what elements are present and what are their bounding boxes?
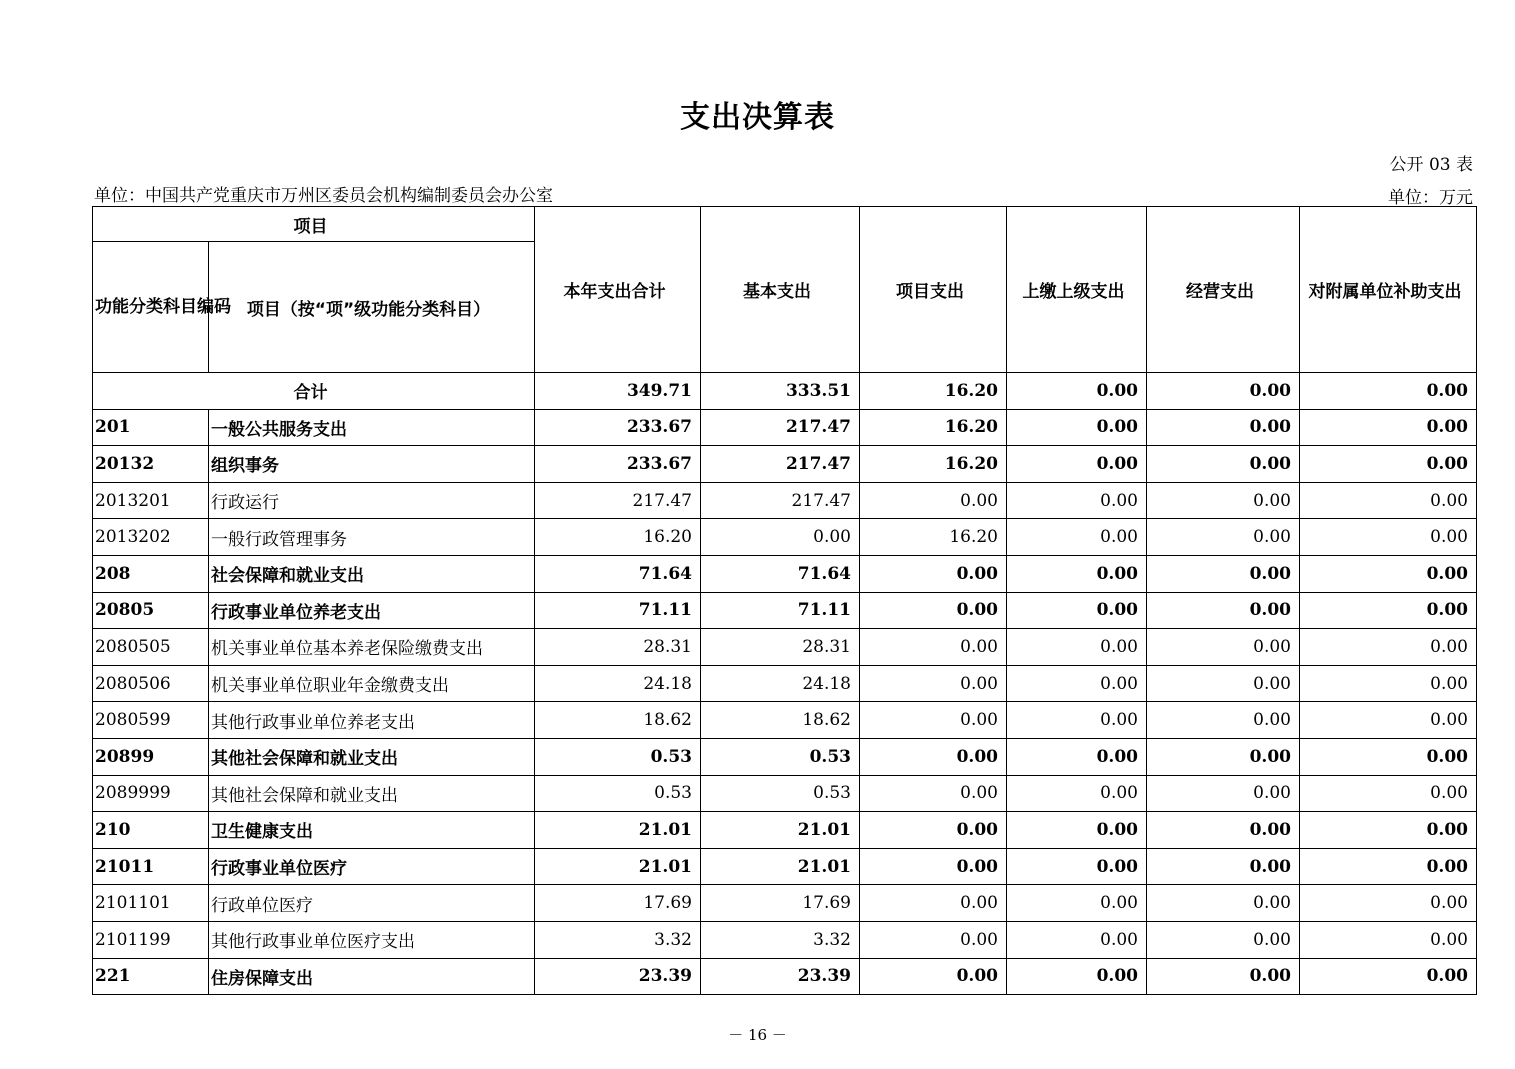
row-value: 0.53 [535,738,701,775]
row-value: 0.00 [860,738,1007,775]
row-value: 16.20 [860,446,1007,483]
row-value: 0.00 [1300,519,1477,556]
row-value: 0.00 [860,958,1007,995]
table-row [93,885,1477,922]
row-name: 一般公共服务支出 [209,409,535,446]
row-value: 0.00 [1147,775,1300,812]
row-value: 0.00 [1007,592,1147,629]
row-value: 0.00 [1300,738,1477,775]
header-project: 项目 [93,207,535,242]
row-value: 0.00 [1007,409,1147,446]
row-value: 0.53 [701,775,860,812]
row-value: 23.39 [701,958,860,995]
row-value: 71.64 [535,555,701,592]
total-value: 16.20 [860,373,1007,410]
row-value: 217.47 [535,482,701,519]
row-value: 0.00 [1300,775,1477,812]
row-value: 0.00 [1007,812,1147,849]
row-code: 2080505 [93,629,209,666]
row-value: 3.32 [535,921,701,958]
row-code: 20805 [93,592,209,629]
total-value: 0.00 [1300,373,1477,410]
row-value: 21.01 [701,848,860,885]
row-value: 18.62 [535,702,701,739]
unit-currency: 单位：万元 [1388,188,1473,208]
row-value: 0.53 [701,738,860,775]
row-value: 0.00 [1007,555,1147,592]
row-value: 0.00 [1147,958,1300,995]
total-label: 合计 [93,373,535,410]
row-value: 0.00 [1007,482,1147,519]
row-value: 71.11 [535,592,701,629]
row-value: 0.00 [1147,665,1300,702]
row-value: 233.67 [535,409,701,446]
row-code: 20132 [93,446,209,483]
row-value: 217.47 [701,482,860,519]
row-value: 217.47 [701,446,860,483]
row-value: 0.00 [1147,555,1300,592]
row-value: 0.00 [1147,812,1300,849]
row-value: 3.32 [701,921,860,958]
table-row [93,775,1477,812]
row-code: 2101199 [93,921,209,958]
header-item: 项目（按“项”级功能分类科目） [209,242,535,373]
row-value: 0.00 [1300,592,1477,629]
row-value: 0.00 [1300,446,1477,483]
row-value: 0.00 [1007,738,1147,775]
table-row [93,555,1477,592]
row-name: 机关事业单位职业年金缴费支出 [209,665,535,702]
row-code: 20899 [93,738,209,775]
row-value: 0.00 [1300,921,1477,958]
row-value: 16.20 [860,409,1007,446]
row-value: 217.47 [701,409,860,446]
table-row [93,446,1477,483]
unit-organization: 单位：中国共产党重庆市万州区委员会机构编制委员会办公室 [94,186,553,206]
row-value: 71.11 [701,592,860,629]
row-value: 0.00 [1147,885,1300,922]
total-value: 0.00 [1147,373,1300,410]
row-name: 行政单位医疗 [209,885,535,922]
row-value: 0.00 [1147,409,1300,446]
row-value: 0.00 [1147,592,1300,629]
row-name: 社会保障和就业支出 [209,555,535,592]
table-row [93,665,1477,702]
row-code: 2101101 [93,885,209,922]
row-code: 2013202 [93,519,209,556]
row-name: 一般行政管理事务 [209,519,535,556]
header-project-expenditure: 项目支出 [860,207,1007,373]
row-value: 24.18 [701,665,860,702]
row-code: 2080599 [93,702,209,739]
row-value: 0.00 [860,885,1007,922]
row-value: 0.00 [1007,958,1147,995]
header-upper: 上缴上级支出 [1007,207,1147,373]
row-value: 0.00 [1147,921,1300,958]
row-value: 0.00 [1300,665,1477,702]
row-name: 其他社会保障和就业支出 [209,775,535,812]
row-code: 210 [93,812,209,849]
row-name: 行政运行 [209,482,535,519]
table-row [93,482,1477,519]
row-code: 221 [93,958,209,995]
row-value: 0.00 [860,702,1007,739]
header-code: 功能分类科目编码 [93,242,209,373]
row-value: 0.00 [860,665,1007,702]
row-value: 0.00 [1300,812,1477,849]
total-value: 333.51 [701,373,860,410]
row-code: 208 [93,555,209,592]
row-value: 0.00 [1147,848,1300,885]
table-row [93,592,1477,629]
row-value: 71.64 [701,555,860,592]
row-value: 0.00 [1007,519,1147,556]
row-value: 0.00 [1007,885,1147,922]
row-value: 17.69 [535,885,701,922]
header-basic: 基本支出 [701,207,860,373]
row-value: 233.67 [535,446,701,483]
row-name: 机关事业单位基本养老保险缴费支出 [209,629,535,666]
row-value: 0.00 [860,629,1007,666]
row-name: 行政事业单位养老支出 [209,592,535,629]
row-value: 0.00 [860,592,1007,629]
row-value: 0.00 [1147,446,1300,483]
row-value: 0.00 [1300,555,1477,592]
header-subsidy: 对附属单位补助支出 [1300,207,1477,373]
row-value: 0.00 [1300,848,1477,885]
row-name: 组织事务 [209,446,535,483]
row-value: 0.00 [701,519,860,556]
row-name: 住房保障支出 [209,958,535,995]
row-code: 201 [93,409,209,446]
row-value: 0.00 [860,921,1007,958]
row-name: 其他行政事业单位医疗支出 [209,921,535,958]
row-value: 0.00 [860,555,1007,592]
row-value: 18.62 [701,702,860,739]
row-value: 21.01 [535,812,701,849]
row-value: 0.00 [1007,629,1147,666]
expenditure-table [92,206,1477,995]
row-value: 0.00 [1147,519,1300,556]
table-row [93,409,1477,446]
table-row [93,921,1477,958]
row-code: 2089999 [93,775,209,812]
row-name: 卫生健康支出 [209,812,535,849]
row-value: 17.69 [701,885,860,922]
table-row [93,519,1477,556]
row-value: 0.00 [1007,702,1147,739]
row-value: 28.31 [535,629,701,666]
total-value: 349.71 [535,373,701,410]
row-value: 0.00 [860,775,1007,812]
row-name: 其他行政事业单位养老支出 [209,702,535,739]
row-value: 0.00 [1147,738,1300,775]
row-value: 0.00 [860,482,1007,519]
row-value: 0.00 [1300,958,1477,995]
row-value: 28.31 [701,629,860,666]
row-value: 0.00 [1300,629,1477,666]
header-total: 本年支出合计 [535,207,701,373]
row-code: 21011 [93,848,209,885]
row-value: 16.20 [535,519,701,556]
table-row [93,629,1477,666]
row-value: 0.00 [1007,665,1147,702]
page-title: 支出决算表 [680,100,835,135]
row-value: 16.20 [860,519,1007,556]
row-value: 0.00 [860,848,1007,885]
row-value: 0.00 [1147,629,1300,666]
row-value: 0.00 [1147,482,1300,519]
row-value: 24.18 [535,665,701,702]
row-value: 21.01 [701,812,860,849]
table-row [93,738,1477,775]
row-value: 0.00 [1300,885,1477,922]
table-row [93,958,1477,995]
row-code: 2080506 [93,665,209,702]
row-value: 0.00 [1300,482,1477,519]
row-value: 23.39 [535,958,701,995]
table-row [93,848,1477,885]
total-value: 0.00 [1007,373,1147,410]
row-value: 21.01 [535,848,701,885]
form-number: 公开 03 表 [1389,155,1473,175]
row-value: 0.00 [1007,848,1147,885]
row-value: 0.00 [1300,409,1477,446]
table-row [93,812,1477,849]
table-row [93,702,1477,739]
row-name: 行政事业单位医疗 [209,848,535,885]
header-business: 经营支出 [1147,207,1300,373]
page-number: － 16 － [728,1026,787,1044]
row-value: 0.00 [860,812,1007,849]
row-code: 2013201 [93,482,209,519]
row-value: 0.00 [1147,702,1300,739]
row-value: 0.00 [1007,775,1147,812]
row-value: 0.00 [1007,921,1147,958]
total-row [93,373,1477,410]
row-value: 0.00 [1007,446,1147,483]
row-name: 其他社会保障和就业支出 [209,738,535,775]
row-value: 0.53 [535,775,701,812]
row-value: 0.00 [1300,702,1477,739]
